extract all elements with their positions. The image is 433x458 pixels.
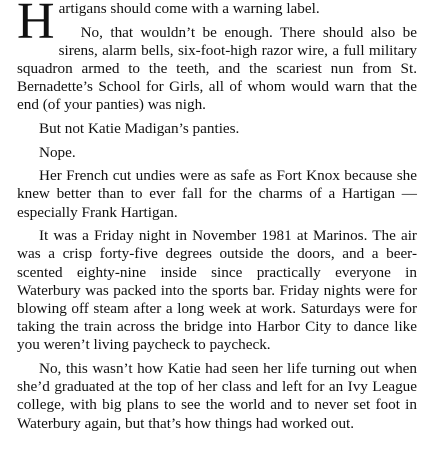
paragraph: No, that wouldn’t be enough. There should also be sirens, alarm bells, six-foot-high razor wire, a full military squadron armed to the teeth, and the scariest nun from St. Bernadette’s School for Girls, all of whom would warn that the end (of your panties) was nigh. bbox=[17, 23, 417, 114]
drop-cap-letter: H bbox=[17, 0, 55, 50]
opening-line: artigans should come with a warning label. bbox=[58, 0, 320, 17]
paragraph: But not Katie Madigan’s panties. bbox=[39, 120, 240, 137]
opening-paragraph bbox=[17, 0, 417, 50]
paragraph: It was a Friday night in November 1981 at Marinos. The air was a crisp forty-five degrees outside the doors, and a beer-scented eighty-nine inside since practically everyone in Waterbury was packed into the sports bar. Friday nights were for blowing off steam after a long week at work. Saturdays were for taking the train across the bridge into Harbor City to dance like you weren’t living paycheck to paycheck. bbox=[17, 227, 417, 354]
paragraph: Nope. bbox=[39, 143, 76, 161]
paragraph: Her French cut undies were as safe as Fort Knox because she knew better than to ever fall for the charms of a Hartigan —especially Frank Hartigan. bbox=[17, 167, 417, 221]
book-page bbox=[17, 0, 417, 438]
paragraph: No, this wasn’t how Katie had seen her life turning out when she’d graduated at the top of her class and left for an Ivy League college, with big plans to see the world and to never set foot in Waterbury again, but that’s how things had worked out. bbox=[17, 360, 417, 432]
